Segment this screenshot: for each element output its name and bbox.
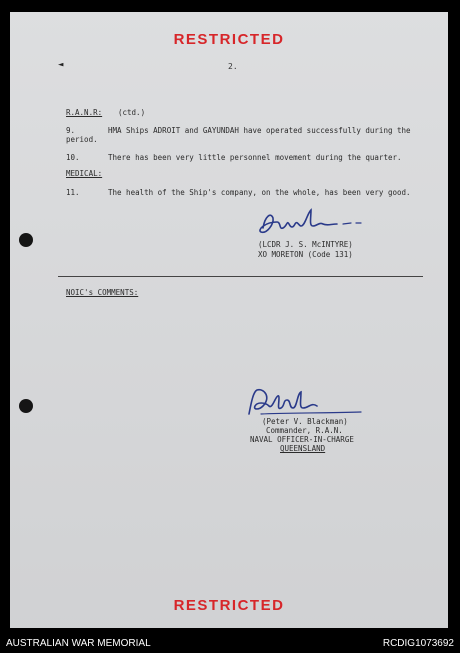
restricted-stamp-top: RESTRICTED — [173, 31, 285, 48]
signatory-1-name: (LCDR J. S. McINTYRE) — [258, 240, 353, 249]
page-number: 2. — [228, 62, 238, 71]
item-10-text: There has been very little personnel movement during the quarter. — [108, 153, 402, 162]
item-11-text: The health of the Ship's company, on the whole, has been very good. — [108, 188, 411, 197]
divider-line — [58, 276, 423, 277]
ranr-contd: (ctd.) — [118, 108, 146, 117]
item-11-number: 11. — [66, 188, 80, 197]
noic-comments-heading: NOIC's COMMENTS: — [66, 288, 139, 297]
item-9-line-2: period. — [66, 135, 98, 144]
restricted-stamp-bottom: RESTRICTED — [173, 597, 285, 614]
ranr-heading: R.A.N.R: — [66, 108, 103, 117]
signature-blackman — [243, 384, 363, 420]
signatory-2-name: (Peter V. Blackman) — [262, 417, 348, 426]
signatory-2-location: QUEENSLAND — [280, 444, 326, 453]
footer-archive-name: AUSTRALIAN WAR MEMORIAL — [6, 638, 151, 649]
item-10-number: 10. — [66, 153, 80, 162]
item-9-number: 9. — [66, 126, 76, 135]
signatory-1-title: XO MORETON (Code 131) — [258, 250, 353, 259]
footer-record-id: RCDIG1073692 — [382, 638, 454, 649]
document-page — [10, 12, 448, 628]
medical-heading: MEDICAL: — [66, 169, 103, 178]
punch-hole-upper — [19, 233, 33, 247]
signatory-2-title: NAVAL OFFICER-IN-CHARGE — [250, 435, 354, 444]
signature-mcintyre — [255, 206, 375, 240]
signatory-2-rank: Commander, R.A.N. — [266, 426, 343, 435]
margin-arrow-mark: ◄ — [58, 60, 64, 70]
item-9-line-1: HMA Ships ADROIT and GAYUNDAH have operated successfully during the — [108, 126, 411, 135]
punch-hole-lower — [19, 399, 33, 413]
